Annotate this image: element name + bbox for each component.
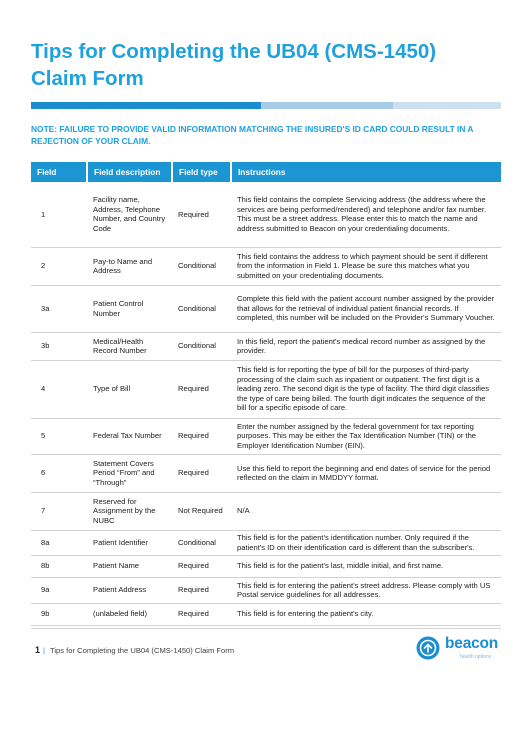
page-number: 1 — [35, 645, 41, 655]
table-header-row — [31, 162, 501, 182]
cell-instructions: This field contains the address to which payment should be sent if different from the information in Field 1. Please be sure this matches what you submitted on your credentialing documents. — [231, 247, 501, 285]
table-row — [31, 530, 501, 555]
cell-description: (unlabeled field) — [87, 603, 172, 625]
cell-field: 9a — [31, 577, 87, 603]
cell-field: 2 — [31, 247, 87, 285]
cell-instructions: In this field, report the patient's medical record number as assigned by the provider. — [231, 332, 501, 360]
cell-instructions: This field contains the complete Servicing address (the address where the services are being performed/rendered) and telephone and/or fax number. This must be a street address. Please enter this to match the name and address submitted to Beacon on your credentialing documents. — [231, 182, 501, 247]
cell-description: Patient Address — [87, 577, 172, 603]
page-footer — [31, 628, 501, 660]
header-field-type: Field type — [172, 162, 231, 182]
divider-segment-lighter — [393, 102, 501, 109]
cell-field: 8a — [31, 530, 87, 555]
cell-description: Facility name, Address, Telephone Number, and Country Code — [87, 182, 172, 247]
cell-type: Not Required — [172, 492, 231, 530]
cell-instructions: This field is for entering the patient's city. — [231, 603, 501, 625]
table-row — [31, 418, 501, 454]
cell-description: Federal Tax Number — [87, 418, 172, 454]
cell-description: Reserved for Assignment by the NUBC — [87, 492, 172, 530]
cell-instructions: Complete this field with the patient account number assigned by the provider that allows for the retrieval of individual patient financial records. If completed, this number will be included on the Provider's Summary Voucher. — [231, 285, 501, 332]
cell-description: Patient Identifier — [87, 530, 172, 555]
table-row — [31, 577, 501, 603]
cell-instructions: This field is for reporting the type of bill for the purposes of third-party processing of the claim such as inpatient or outpatient. The first digit is a leading zero. The second digit is the type of facility. The third digit classifies the type of care being billed. The fourth digit indicates the sequence of the bill for a specific episode of care. — [231, 360, 501, 418]
cell-description: Medical/Health Record Number — [87, 332, 172, 360]
cell-instructions: This field is for entering the patient's street address. Please comply with US Postal service guidelines for all addresses. — [231, 577, 501, 603]
cell-type: Required — [172, 182, 231, 247]
cell-instructions: This field is for the patient's last, middle initial, and first name. — [231, 555, 501, 577]
cell-field: 6 — [31, 454, 87, 492]
cell-field: 4 — [31, 360, 87, 418]
table-row — [31, 492, 501, 530]
field-table — [31, 162, 501, 626]
table-row — [31, 182, 501, 247]
cell-instructions: N/A — [231, 492, 501, 530]
cell-instructions: This field is for the patient's identification number. Only required if the patient's ID on their identification card is different than the subscriber's. — [231, 530, 501, 555]
cell-instructions: Enter the number assigned by the federal government for tax reporting purposes. This may be either the Tax Identification Number (TIN) or the Employer Identification Number (EIN). — [231, 418, 501, 454]
cell-instructions: Use this field to report the beginning and end dates of service for the period reflected on the claim in MMDDYY format. — [231, 454, 501, 492]
header-field-description: Field description — [87, 162, 172, 182]
logo-tagline: health options — [460, 654, 492, 660]
cell-field: 7 — [31, 492, 87, 530]
table-row — [31, 247, 501, 285]
table-row — [31, 360, 501, 418]
beacon-logo-icon — [415, 635, 441, 661]
table-row — [31, 555, 501, 577]
title-divider-bar — [31, 102, 501, 109]
table-row — [31, 332, 501, 360]
page-title-line-2: Claim Form — [31, 67, 144, 90]
page-title — [31, 38, 501, 92]
cell-type: Conditional — [172, 332, 231, 360]
beacon-logo — [415, 635, 505, 661]
cell-description: Pay-to Name and Address — [87, 247, 172, 285]
cell-type: Required — [172, 418, 231, 454]
cell-description: Patient Name — [87, 555, 172, 577]
cell-field: 3a — [31, 285, 87, 332]
table-row — [31, 603, 501, 625]
cell-type: Required — [172, 577, 231, 603]
cell-field: 3b — [31, 332, 87, 360]
divider-segment-light — [261, 102, 393, 109]
logo-wordmark: beacon — [445, 635, 499, 652]
cell-type: Required — [172, 454, 231, 492]
footer-title: Tips for Completing the UB04 (CMS-1450) Claim Form — [50, 646, 235, 655]
cell-description: Statement Covers Period “From” and “Through” — [87, 454, 172, 492]
table-row — [31, 285, 501, 332]
cell-type: Required — [172, 555, 231, 577]
cell-field: 1 — [31, 182, 87, 247]
table-row — [31, 454, 501, 492]
divider-segment-dark — [31, 102, 261, 109]
header-instructions: Instructions — [231, 162, 501, 182]
cell-type: Required — [172, 603, 231, 625]
header-field: Field — [31, 162, 87, 182]
rejection-note: NOTE: FAILURE TO PROVIDE VALID INFORMATION MATCHING THE INSURED'S ID CARD COULD RESULT IN A REJECTION OF YOUR CLAIM. — [31, 124, 474, 146]
footer-separator: | — [43, 646, 45, 655]
cell-field: 9b — [31, 603, 87, 625]
cell-type: Conditional — [172, 285, 231, 332]
cell-field: 5 — [31, 418, 87, 454]
cell-description: Patient Control Number — [87, 285, 172, 332]
cell-type: Conditional — [172, 530, 231, 555]
cell-type: Required — [172, 360, 231, 418]
cell-type: Conditional — [172, 247, 231, 285]
cell-field: 8b — [31, 555, 87, 577]
cell-description: Type of Bill — [87, 360, 172, 418]
page-title-line-1: Tips for Completing the UB04 (CMS-1450) — [31, 40, 437, 63]
